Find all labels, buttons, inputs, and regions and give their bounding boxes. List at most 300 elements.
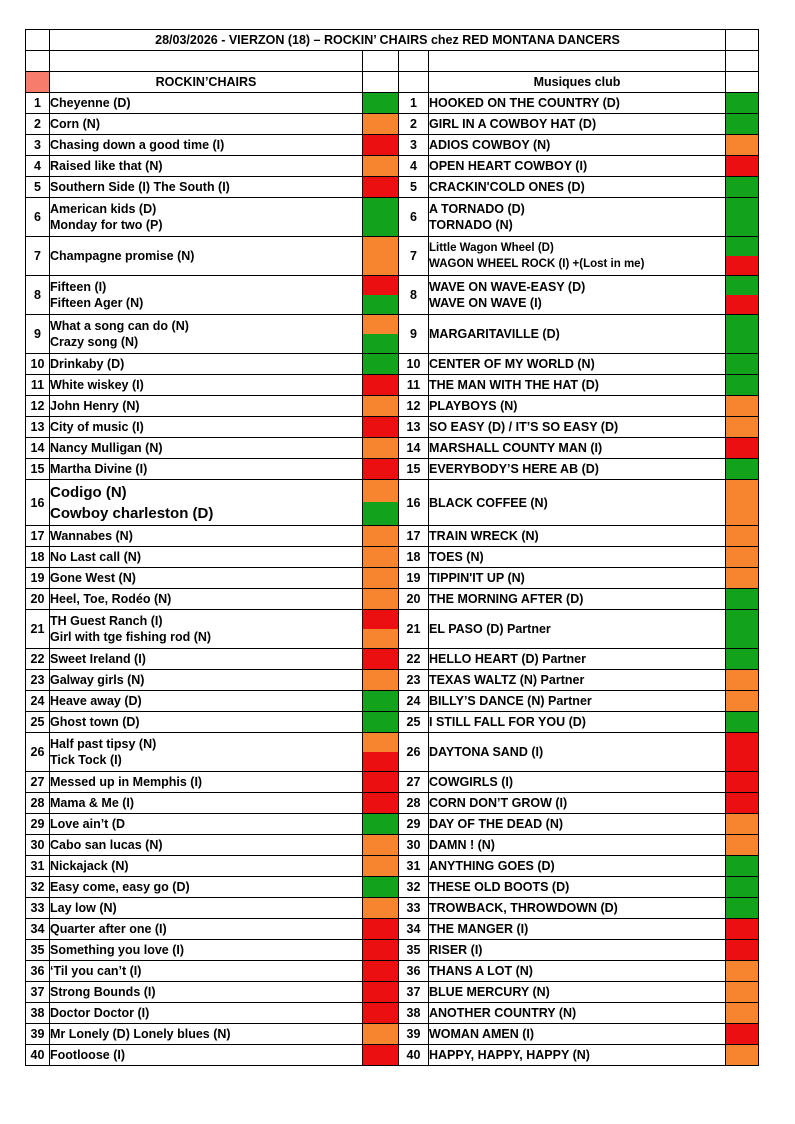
right-level-swatch-orange — [726, 1003, 758, 1023]
right-song-title: TORNADO (N) — [429, 218, 513, 232]
right-level-swatch-red — [726, 295, 758, 314]
row-number: 26 — [26, 733, 50, 772]
table-row — [26, 982, 759, 1003]
right-song-cell — [429, 1003, 726, 1024]
table-row — [26, 114, 759, 135]
right-song-title: CENTER OF MY WORLD (N) — [429, 357, 595, 371]
left-song-cell — [50, 793, 363, 814]
left-level-swatch-red — [363, 375, 398, 395]
left-song-title: Corn (N) — [50, 117, 100, 131]
right-song-cell — [429, 814, 726, 835]
left-level-color — [363, 919, 399, 940]
left-level-color — [363, 793, 399, 814]
table-row — [26, 1045, 759, 1066]
right-song-cell — [429, 547, 726, 568]
row-number: 6 — [26, 198, 50, 237]
right-level-color — [726, 898, 759, 919]
table-row — [26, 156, 759, 177]
right-level-color — [726, 526, 759, 547]
right-song-cell — [429, 670, 726, 691]
right-level-swatch-green — [726, 712, 758, 732]
table-row — [26, 480, 759, 526]
right-song-title: MARGARITAVILLE (D) — [429, 327, 560, 341]
right-song-title: ANYTHING GOES (D) — [429, 859, 555, 873]
row-number: 4 — [26, 156, 50, 177]
left-level-swatch-orange — [363, 547, 398, 567]
left-song-cell — [50, 135, 363, 156]
row-number: 22 — [26, 649, 50, 670]
row-number: 31 — [399, 856, 429, 877]
left-song-title: No Last call (N) — [50, 550, 141, 564]
right-song-title: GIRL IN A COWBOY HAT (D) — [429, 117, 597, 131]
right-level-color — [726, 198, 759, 237]
left-song-title: Lay low (N) — [50, 901, 117, 915]
left-song-cell — [50, 733, 363, 772]
left-level-swatch-green — [363, 502, 398, 525]
left-level-color — [363, 877, 399, 898]
left-level-swatch-red — [363, 793, 398, 813]
row-number: 16 — [26, 480, 50, 526]
row-number: 8 — [399, 276, 429, 315]
left-song-cell — [50, 898, 363, 919]
left-song-title: Chasing down a good time (I) — [50, 138, 225, 152]
right-level-color — [726, 610, 759, 649]
right-level-color — [726, 93, 759, 114]
right-level-color — [726, 480, 759, 526]
left-column-header: ROCKIN’CHAIRS — [50, 72, 363, 93]
right-song-title: ANOTHER COUNTRY (N) — [429, 1006, 577, 1020]
table-row — [26, 712, 759, 733]
right-level-swatch-orange — [726, 961, 758, 981]
right-level-swatch-green — [726, 856, 758, 876]
right-level-color — [726, 135, 759, 156]
left-level-swatch-green — [363, 334, 398, 353]
right-song-title: I STILL FALL FOR YOU (D) — [429, 715, 586, 729]
right-level-swatch-orange — [726, 396, 758, 416]
left-song-title: Cowboy charleston (D) — [50, 504, 214, 522]
right-song-title: SO EASY (D) / IT’S SO EASY (D) — [429, 420, 619, 434]
left-song-title: Fifteen (I) — [50, 280, 107, 294]
right-song-title: TOES (N) — [429, 550, 484, 564]
row-number: 25 — [26, 712, 50, 733]
left-song-cell — [50, 375, 363, 396]
right-column-header: Musiques club — [429, 72, 726, 93]
right-song-cell — [429, 856, 726, 877]
right-level-swatch-green — [726, 276, 758, 295]
left-level-swatch-orange — [363, 733, 398, 752]
left-level-swatch-orange — [363, 237, 398, 275]
right-level-swatch-green — [726, 198, 758, 236]
right-song-cell — [429, 177, 726, 198]
left-song-cell — [50, 610, 363, 649]
left-level-swatch-orange — [363, 396, 398, 416]
left-level-color — [363, 568, 399, 589]
right-song-cell — [429, 940, 726, 961]
row-number: 17 — [26, 526, 50, 547]
right-song-cell — [429, 898, 726, 919]
left-song-cell — [50, 835, 363, 856]
right-level-swatch-red — [726, 919, 758, 939]
row-number: 31 — [26, 856, 50, 877]
row-number: 2 — [399, 114, 429, 135]
left-level-color — [363, 198, 399, 237]
right-level-swatch-green — [726, 649, 758, 669]
left-song-cell — [50, 354, 363, 375]
left-song-cell — [50, 691, 363, 712]
table-row — [26, 1003, 759, 1024]
left-level-color — [363, 156, 399, 177]
row-number: 37 — [399, 982, 429, 1003]
left-song-title: Half past tipsy (N) — [50, 737, 157, 751]
page-title: 28/03/2026 - VIERZON (18) – ROCKIN’ CHAIRS chez RED MONTANA DANCERS — [50, 30, 726, 51]
left-level-color — [363, 835, 399, 856]
row-number: 18 — [26, 547, 50, 568]
row-number: 9 — [26, 315, 50, 354]
right-song-cell — [429, 1045, 726, 1066]
right-level-color — [726, 568, 759, 589]
left-level-color — [363, 814, 399, 835]
right-level-color — [726, 156, 759, 177]
left-level-swatch-red — [363, 135, 398, 155]
right-level-swatch-orange — [726, 480, 758, 525]
left-song-title: White wiskey (I) — [50, 378, 144, 392]
right-song-cell — [429, 1024, 726, 1045]
right-song-title: BLACK COFFEE (N) — [429, 495, 548, 510]
table-row — [26, 237, 759, 276]
right-level-swatch-red — [726, 772, 758, 792]
right-song-title: PLAYBOYS (N) — [429, 399, 518, 413]
right-song-title: WAGON WHEEL ROCK (I) +(Lost in me) — [429, 258, 645, 270]
right-song-cell — [429, 793, 726, 814]
right-level-swatch-red — [726, 1024, 758, 1044]
row-number: 3 — [399, 135, 429, 156]
row-number: 9 — [399, 315, 429, 354]
row-number: 36 — [399, 961, 429, 982]
left-level-swatch-red — [363, 417, 398, 437]
row-number: 10 — [399, 354, 429, 375]
left-level-swatch-green — [363, 295, 398, 314]
table-row — [26, 856, 759, 877]
left-level-swatch-green — [363, 877, 398, 897]
left-song-title: Cabo san lucas (N) — [50, 838, 163, 852]
left-level-swatch-orange — [363, 315, 398, 334]
left-level-color — [363, 940, 399, 961]
left-song-cell — [50, 961, 363, 982]
left-level-color — [363, 354, 399, 375]
left-level-swatch-orange — [363, 156, 398, 176]
right-level-color — [726, 733, 759, 772]
table-row — [26, 375, 759, 396]
right-level-swatch-green — [726, 877, 758, 897]
right-song-cell — [429, 276, 726, 315]
right-level-color — [726, 919, 759, 940]
left-level-swatch-red — [363, 177, 398, 197]
right-level-swatch-red — [726, 156, 758, 176]
right-level-swatch-green — [726, 589, 758, 609]
right-level-swatch-red — [726, 256, 758, 275]
row-number: 4 — [399, 156, 429, 177]
right-song-title: DAYTONA SAND (I) — [429, 745, 544, 759]
left-level-swatch-red — [363, 752, 398, 771]
table-row — [26, 547, 759, 568]
right-level-swatch-green — [726, 354, 758, 374]
row-number: 15 — [399, 459, 429, 480]
left-song-title: American kids (D) — [50, 202, 157, 216]
row-number: 1 — [26, 93, 50, 114]
left-level-swatch-orange — [363, 1024, 398, 1044]
row-number: 11 — [26, 375, 50, 396]
left-song-title: Quarter after one (I) — [50, 922, 167, 936]
left-level-color — [363, 1045, 399, 1066]
row-number: 19 — [26, 568, 50, 589]
right-song-title: HOOKED ON THE COUNTRY (D) — [429, 96, 620, 110]
left-song-title: Southern Side (I) The South (I) — [50, 180, 230, 194]
left-song-cell — [50, 459, 363, 480]
left-song-title: Heel, Toe, Rodéo (N) — [50, 592, 172, 606]
right-level-color — [726, 691, 759, 712]
spacer-row — [26, 51, 759, 72]
header-swatch — [26, 72, 50, 93]
table-row — [26, 354, 759, 375]
right-level-swatch-orange — [726, 814, 758, 834]
table-row — [26, 772, 759, 793]
left-level-color — [363, 961, 399, 982]
right-level-swatch-red — [726, 438, 758, 458]
row-number: 39 — [399, 1024, 429, 1045]
left-level-color — [363, 93, 399, 114]
left-song-cell — [50, 940, 363, 961]
left-song-title: Something you love (I) — [50, 943, 185, 957]
left-level-color — [363, 177, 399, 198]
row-number: 13 — [26, 417, 50, 438]
left-level-color — [363, 856, 399, 877]
right-song-title: DAY OF THE DEAD (N) — [429, 817, 564, 831]
row-number: 1 — [399, 93, 429, 114]
left-level-color — [363, 982, 399, 1003]
right-level-color — [726, 547, 759, 568]
table-row — [26, 814, 759, 835]
left-level-swatch-red — [363, 610, 398, 629]
left-level-swatch-orange — [363, 480, 398, 502]
row-number: 7 — [26, 237, 50, 276]
left-song-title: Mama & Me (I) — [50, 796, 135, 810]
right-level-color — [726, 396, 759, 417]
right-song-title: CRACKIN'COLD ONES (D) — [429, 180, 585, 194]
row-number: 27 — [399, 772, 429, 793]
right-song-title: BLUE MERCURY (N) — [429, 985, 550, 999]
row-number: 14 — [399, 438, 429, 459]
right-song-title: TEXAS WALTZ (N) Partner — [429, 673, 585, 687]
right-level-color — [726, 835, 759, 856]
left-song-title: Footloose (I) — [50, 1048, 125, 1062]
row-number: 29 — [399, 814, 429, 835]
row-number: 2 — [26, 114, 50, 135]
right-level-swatch-orange — [726, 835, 758, 855]
left-level-color — [363, 898, 399, 919]
right-song-cell — [429, 417, 726, 438]
right-level-color — [726, 354, 759, 375]
right-song-title: HELLO HEART (D) Partner — [429, 652, 586, 666]
left-level-color — [363, 691, 399, 712]
left-song-title: Strong Bounds (I) — [50, 985, 156, 999]
row-number: 24 — [26, 691, 50, 712]
row-number: 32 — [26, 877, 50, 898]
right-song-title: WOMAN AMEN (I) — [429, 1027, 535, 1041]
right-level-color — [726, 589, 759, 610]
right-level-swatch-red — [726, 793, 758, 813]
row-number: 8 — [26, 276, 50, 315]
left-song-cell — [50, 480, 363, 526]
right-song-title: RISER (I) — [429, 943, 483, 957]
left-song-title: Heave away (D) — [50, 694, 142, 708]
left-level-color — [363, 480, 399, 526]
right-song-title: TRAIN WRECK (N) — [429, 529, 539, 543]
left-level-swatch-red — [363, 961, 398, 981]
table-row — [26, 919, 759, 940]
row-number: 38 — [26, 1003, 50, 1024]
left-song-cell — [50, 1045, 363, 1066]
table-row — [26, 961, 759, 982]
left-song-title: Cheyenne (D) — [50, 96, 131, 110]
right-song-title: OPEN HEART COWBOY (I) — [429, 159, 588, 173]
left-level-color — [363, 670, 399, 691]
right-level-swatch-orange — [726, 982, 758, 1002]
right-level-swatch-orange — [726, 568, 758, 588]
row-number: 10 — [26, 354, 50, 375]
dance-list-table — [25, 29, 759, 1066]
right-level-color — [726, 375, 759, 396]
row-number: 36 — [26, 961, 50, 982]
left-level-color — [363, 649, 399, 670]
row-number: 12 — [399, 396, 429, 417]
right-song-title: COWGIRLS (I) — [429, 775, 514, 789]
left-level-swatch-orange — [363, 114, 398, 134]
table-row — [26, 568, 759, 589]
left-song-title: Messed up in Memphis (I) — [50, 775, 203, 789]
left-level-color — [363, 135, 399, 156]
right-song-cell — [429, 712, 726, 733]
left-song-cell — [50, 919, 363, 940]
right-level-color — [726, 877, 759, 898]
right-song-cell — [429, 982, 726, 1003]
row-number: 28 — [399, 793, 429, 814]
row-number: 12 — [26, 396, 50, 417]
right-level-swatch-green — [726, 315, 758, 353]
right-level-color — [726, 814, 759, 835]
row-number: 27 — [26, 772, 50, 793]
row-number: 29 — [26, 814, 50, 835]
right-level-swatch-orange — [726, 670, 758, 690]
right-song-title: Little Wagon Wheel (D) — [429, 242, 554, 254]
left-song-cell — [50, 772, 363, 793]
right-level-color — [726, 1003, 759, 1024]
left-level-swatch-red — [363, 649, 398, 669]
right-song-cell — [429, 156, 726, 177]
right-song-title: TROWBACK, THROWDOWN (D) — [429, 901, 618, 915]
table-row — [26, 691, 759, 712]
row-number: 21 — [26, 610, 50, 649]
left-level-swatch-red — [363, 919, 398, 939]
left-song-title: Drinkaby (D) — [50, 357, 125, 371]
row-number: 11 — [399, 375, 429, 396]
right-song-title: MARSHALL COUNTY MAN (I) — [429, 441, 603, 455]
left-song-cell — [50, 547, 363, 568]
row-number: 13 — [399, 417, 429, 438]
table-row — [26, 1024, 759, 1045]
right-level-color — [726, 459, 759, 480]
right-level-swatch-green — [726, 114, 758, 134]
row-number: 35 — [26, 940, 50, 961]
left-song-cell — [50, 93, 363, 114]
left-song-cell — [50, 276, 363, 315]
left-level-color — [363, 712, 399, 733]
left-song-title: Codigo (N) — [50, 483, 127, 501]
left-song-title: Doctor Doctor (I) — [50, 1006, 150, 1020]
row-number: 21 — [399, 610, 429, 649]
left-song-title: Easy come, easy go (D) — [50, 880, 190, 894]
left-level-swatch-red — [363, 459, 398, 479]
row-number: 25 — [399, 712, 429, 733]
left-level-swatch-orange — [363, 670, 398, 690]
table-row — [26, 793, 759, 814]
right-level-swatch-orange — [726, 547, 758, 567]
row-number: 34 — [26, 919, 50, 940]
left-level-swatch-red — [363, 940, 398, 960]
right-level-color — [726, 772, 759, 793]
left-song-title: What a song can do (N) — [50, 319, 189, 333]
right-song-title: DAMN ! (N) — [429, 838, 495, 852]
row-number: 15 — [26, 459, 50, 480]
table-row — [26, 526, 759, 547]
right-song-cell — [429, 589, 726, 610]
left-level-swatch-red — [363, 982, 398, 1002]
header-row — [26, 72, 759, 93]
left-song-cell — [50, 589, 363, 610]
right-song-cell — [429, 835, 726, 856]
table-row — [26, 417, 759, 438]
right-level-color — [726, 315, 759, 354]
row-number: 38 — [399, 1003, 429, 1024]
row-number: 35 — [399, 940, 429, 961]
left-level-swatch-red — [363, 1045, 398, 1065]
left-level-swatch-orange — [363, 526, 398, 546]
row-number: 23 — [399, 670, 429, 691]
right-song-cell — [429, 526, 726, 547]
left-level-swatch-red — [363, 772, 398, 792]
blank-cell — [726, 30, 759, 51]
left-song-title: Champagne promise (N) — [50, 249, 195, 263]
left-song-title: Tick Tock (I) — [50, 753, 122, 767]
left-level-swatch-orange — [363, 835, 398, 855]
left-song-title: Mr Lonely (D) Lonely blues (N) — [50, 1027, 231, 1041]
right-level-swatch-green — [726, 375, 758, 395]
left-level-color — [363, 396, 399, 417]
right-song-title: THANS A LOT (N) — [429, 964, 533, 978]
right-song-title: TIPPIN'IT UP (N) — [429, 571, 525, 585]
right-level-color — [726, 982, 759, 1003]
row-number: 5 — [399, 177, 429, 198]
right-level-color — [726, 1045, 759, 1066]
table-row — [26, 835, 759, 856]
left-level-color — [363, 438, 399, 459]
right-song-title: ADIOS COWBOY (N) — [429, 138, 551, 152]
right-level-swatch-orange — [726, 417, 758, 437]
table-row — [26, 670, 759, 691]
left-song-title: City of music (I) — [50, 420, 144, 434]
right-song-cell — [429, 135, 726, 156]
left-song-title: Crazy song (N) — [50, 335, 139, 349]
left-song-title: Sweet Ireland (I) — [50, 652, 146, 666]
